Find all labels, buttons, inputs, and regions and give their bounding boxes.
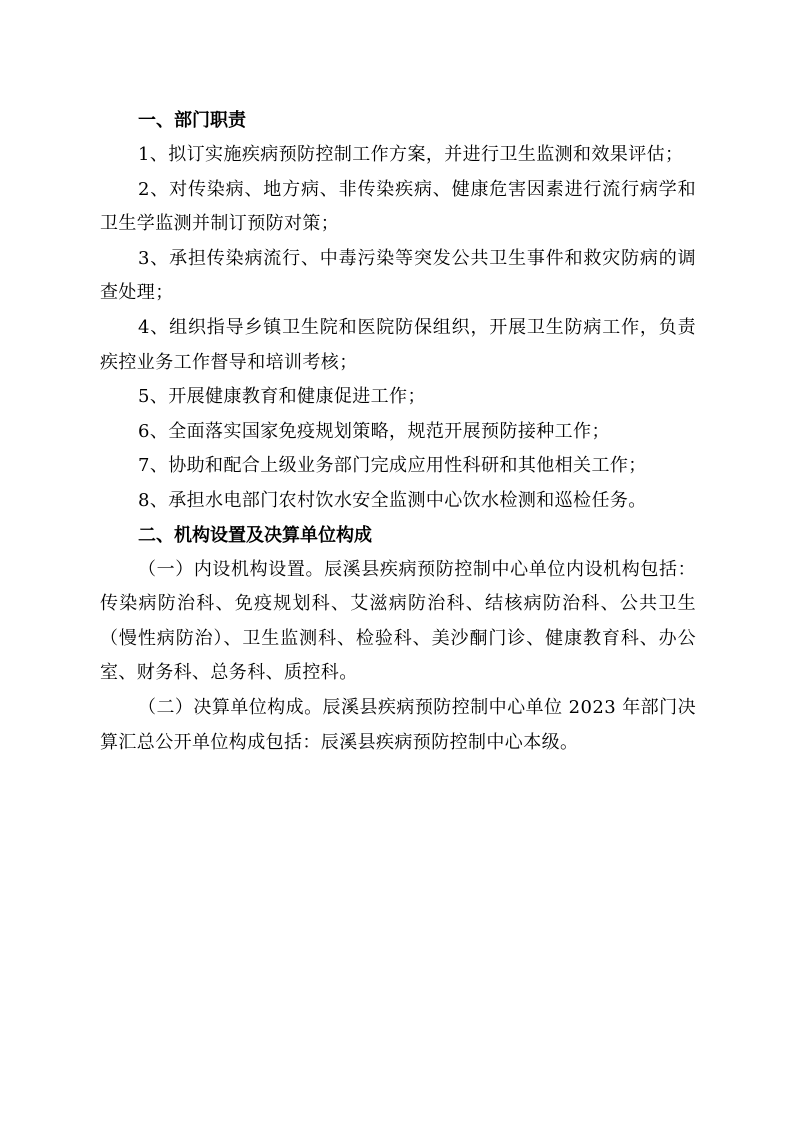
duty-item-1: 1、拟订实施疾病预防控制工作方案，并进行卫生监测和效果评估； xyxy=(138,144,684,165)
duty-item-3: 3、承担传染病流行、中毒污染等突发公共卫生事件和救灾防病的调查处理； xyxy=(100,247,696,304)
duty-item-6: 6、全面落实国家免疫规划策略，规范开展预防接种工作； xyxy=(138,420,610,442)
section-heading-duties: 一、部门职责 xyxy=(138,110,246,131)
duty-item-8: 8、承担水电部门农村饮水安全监测中心饮水检测和巡检任务。 xyxy=(138,489,647,511)
internal-structure-paragraph: （一）内设机构设置。辰溪县疾病预防控制中心单位内设机构包括：传染病防治科、免疫规划科、艾滋病防治科、结核病防治科、公共卫生（慢性病防治）、卫生监测科、检验科、美沙酮门诊、健康教育科、办公室、财务科、总务科、质控科。 xyxy=(100,558,696,684)
duty-item-2: 2、对传染病、地方病、非传染疾病、健康危害因素进行流行病学和卫生学监测并制订预防对策； xyxy=(100,178,696,235)
duty-item-4: 4、组织指导乡镇卫生院和医院防保组织，开展卫生防病工作，负责疾控业务工作督导和培训考核； xyxy=(100,316,696,373)
final-account-units-paragraph: （二）决算单位构成。辰溪县疾病预防控制中心单位 2023 年部门决算汇总公开单位构成包括：辰溪县疾病预防控制中心本级。 xyxy=(100,696,696,753)
section-heading-structure: 二、机构设置及决算单位构成 xyxy=(138,524,372,546)
document-body xyxy=(100,104,696,760)
duty-item-7: 7、协助和配合上级业务部门完成应用性科研和其他相关工作； xyxy=(138,455,647,477)
duty-item-5: 5、开展健康教育和健康促进工作； xyxy=(138,386,426,408)
